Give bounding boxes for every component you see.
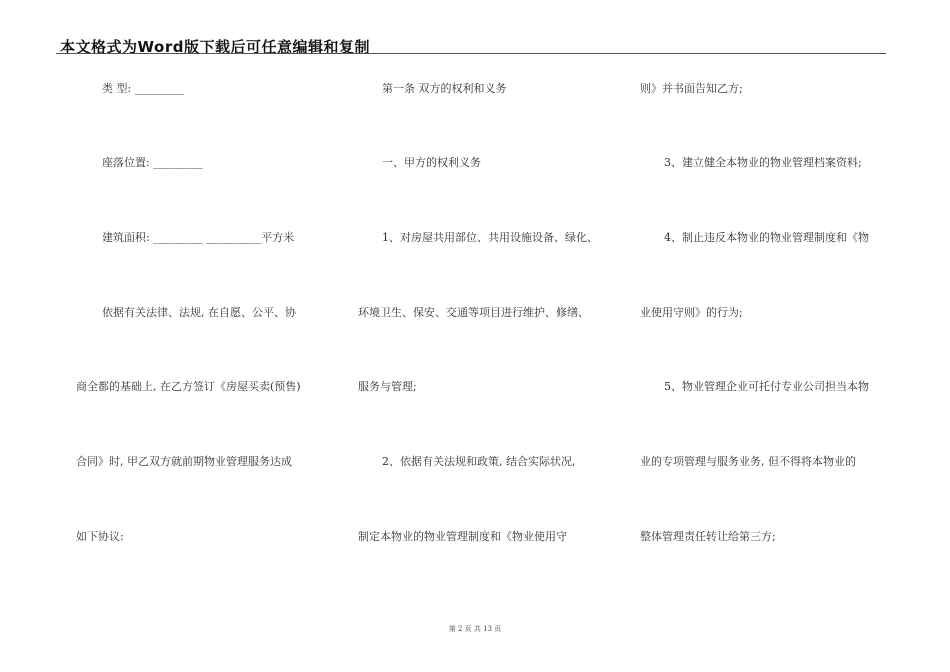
text-line: 第一条 双方的权利和义务 xyxy=(382,82,507,95)
page-number-footer: 第 2 页 共 13 页 xyxy=(448,625,502,633)
text-line: 合同》时, 甲乙双方就前期物业管理服务达成 xyxy=(76,455,292,468)
document-header-title: 本文格式为Word版下载后可任意编辑和复制 xyxy=(60,38,370,56)
text-line: 4、制止违反本物业的物业管理制度和《物 xyxy=(664,231,869,244)
text-line: 商全都的基础上, 在乙方签订《房屋买卖(预售) xyxy=(76,380,301,393)
text-line: 2、依据有关法规和政策, 结合实际状况, xyxy=(382,455,576,468)
text-line: 业的专项管理与服务业务, 但不得将本物业的 xyxy=(640,455,856,468)
text-line: 如下协议: xyxy=(76,530,124,543)
header-divider xyxy=(56,53,886,54)
text-line: 3、建立健全本物业的物业管理档案资料; xyxy=(664,156,862,169)
text-line: 服务与管理; xyxy=(358,380,417,393)
text-line: 业使用守则》的行为; xyxy=(640,306,743,319)
text-line: 建筑面积: _________ __________平方米 xyxy=(102,231,295,244)
text-line: 制定本物业的物业管理制度和《物业使用守 xyxy=(358,530,567,543)
text-line: 类 型: _________ xyxy=(102,82,185,95)
text-line: 5、物业管理企业可托付专业公司担当本物 xyxy=(664,380,869,393)
text-line: 一、甲方的权利义务 xyxy=(382,156,481,169)
text-line: 则》并书面告知乙方; xyxy=(640,82,743,95)
text-line: 环境卫生、保安、交通等项目进行维护、修缮、 xyxy=(358,306,589,319)
text-line: 1、对房屋共用部位、共用设施设备、绿化、 xyxy=(382,231,598,244)
text-line: 整体管理责任转让给第三方; xyxy=(640,530,776,543)
text-line: 座落位置: _________ xyxy=(102,156,203,169)
text-line: 依据有关法律、法规, 在自愿、公平、协 xyxy=(102,306,296,319)
